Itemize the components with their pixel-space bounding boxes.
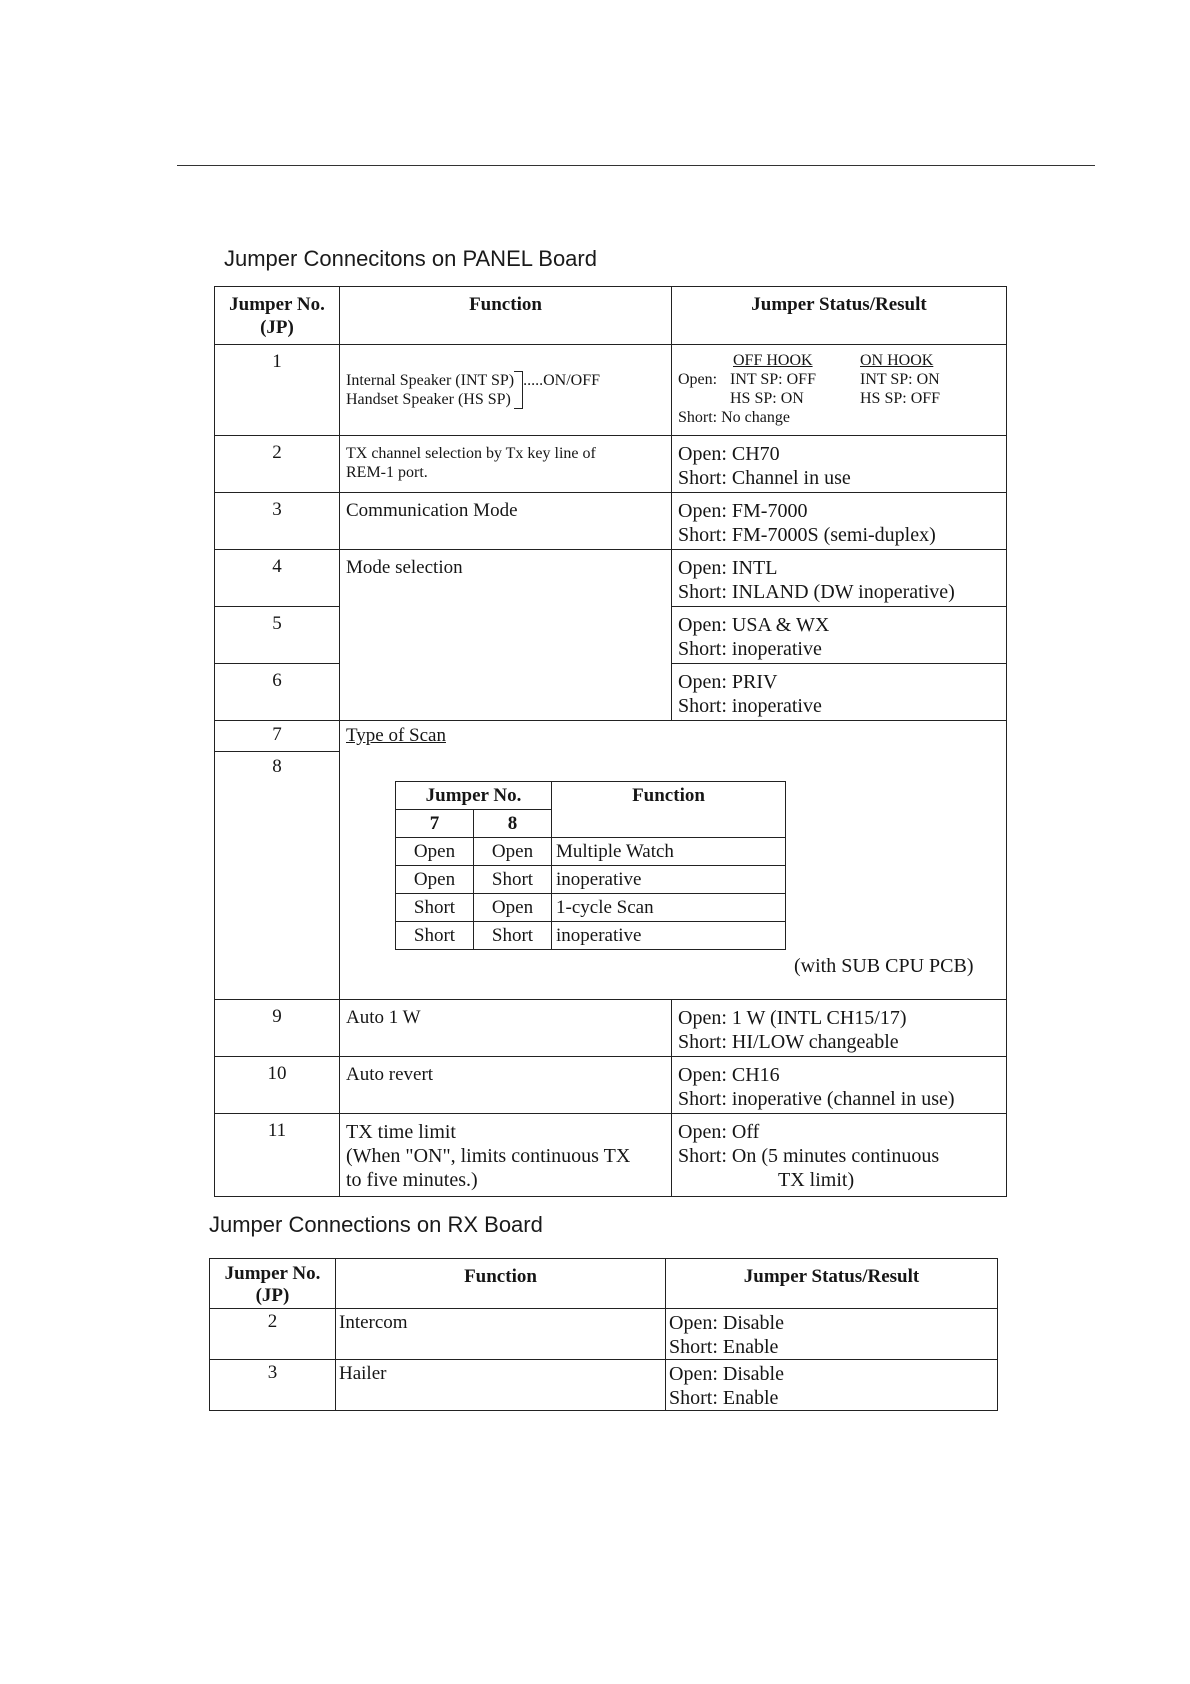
function-cell: Mode selection — [340, 550, 672, 721]
jumper-number: 9 — [215, 1000, 340, 1057]
function-cell: Auto revert — [340, 1057, 672, 1114]
table-row: Short Short inoperative — [396, 922, 786, 950]
sub-cpu-note: (with SUB CPU PCB) — [794, 955, 974, 977]
scan-header-row — [396, 782, 786, 810]
status-cell: Open: Disable Short: Enable — [666, 1360, 998, 1411]
scan-col-7: 7 — [396, 810, 474, 838]
jumper-number: 1 — [215, 345, 340, 436]
panel-jumper-table — [214, 286, 1007, 1197]
table-row — [210, 1309, 998, 1360]
status-cell: Open: 1 W (INTL CH15/17) Short: HI/LOW changeable — [672, 1000, 1007, 1057]
table-row: Open Open Multiple Watch — [396, 838, 786, 866]
status-cell: Open: FM-7000 Short: FM-7000S (semi-duplex) — [672, 493, 1007, 550]
top-rule — [177, 165, 1095, 166]
table-row — [215, 436, 1007, 493]
table-row — [215, 345, 1007, 436]
table-row — [215, 1000, 1007, 1057]
table-row — [210, 1360, 998, 1411]
table-row — [215, 1057, 1007, 1114]
status-header: Jumper Status/Result — [666, 1259, 998, 1309]
jumper-number: 7 — [215, 721, 340, 752]
brace-mark — [514, 371, 523, 409]
status-cell: Open: PRIV Short: inoperative — [672, 664, 1007, 721]
scan-type-label: Type of Scan — [346, 725, 446, 746]
status-cell: Open: USA & WX Short: inoperative — [672, 607, 1007, 664]
scan-type-table — [395, 781, 786, 950]
jumper-number: 11 — [215, 1114, 340, 1197]
function-cell: TX time limit (When "ON", limits continuous TX to five minutes.) — [340, 1114, 672, 1197]
scan-function-header: Function — [552, 782, 786, 838]
jumper-number: 6 — [215, 664, 340, 721]
status-cell: Open: CH70 Short: Channel in use — [672, 436, 1007, 493]
function-cell: Auto 1 W — [340, 1000, 672, 1057]
table-row: Short Open 1-cycle Scan — [396, 894, 786, 922]
jumper-number: 5 — [215, 607, 340, 664]
function-cell: Communication Mode — [340, 493, 672, 550]
jumper-number: 4 — [215, 550, 340, 607]
function-cell: Hailer — [336, 1360, 666, 1411]
jumper-number: 3 — [210, 1360, 336, 1411]
table-row — [215, 721, 1007, 752]
scan-col-8: 8 — [474, 810, 552, 838]
function-header: Function — [340, 287, 672, 345]
table-row: Open Short inoperative — [396, 866, 786, 894]
jumper-number: 3 — [215, 493, 340, 550]
jumper-no-header: Jumper No. (JP) — [215, 287, 340, 345]
table-row — [215, 1114, 1007, 1197]
status-cell: OFF HOOK ON HOOK Open: INT SP: OFF INT SP: ON HS SP: ON HS SP: OFF Short: No change — [672, 345, 1007, 436]
jumper-number: 10 — [215, 1057, 340, 1114]
table-row — [215, 550, 1007, 607]
status-header: Jumper Status/Result — [672, 287, 1007, 345]
status-cell: Open: Off Short: On (5 minutes continuous TX limit) — [672, 1114, 1007, 1197]
panel-board-title: Jumper Connecitons on PANEL Board — [224, 246, 597, 271]
function-cell: TX channel selection by Tx key line of REM-1 port. — [340, 436, 672, 493]
function-cell: Intercom — [336, 1309, 666, 1360]
scan-jumper-header: Jumper No. — [396, 782, 552, 810]
jumper-number: 2 — [210, 1309, 336, 1360]
jumper-number: 8 — [215, 752, 340, 1000]
table-row — [215, 493, 1007, 550]
table-header-row — [215, 287, 1007, 345]
status-cell: Open: INTL Short: INLAND (DW inoperative) — [672, 550, 1007, 607]
function-header: Function — [336, 1259, 666, 1309]
status-cell: Open: Disable Short: Enable — [666, 1309, 998, 1360]
jumper-no-header: Jumper No. (JP) — [210, 1259, 336, 1309]
status-cell: Open: CH16 Short: inoperative (channel in use) — [672, 1057, 1007, 1114]
jumper-number: 2 — [215, 436, 340, 493]
table-header-row — [210, 1259, 998, 1309]
rx-jumper-table — [209, 1258, 998, 1411]
function-cell: Internal Speaker (INT SP) Handset Speaker (HS SP) .....ON/OFF — [340, 345, 672, 436]
rx-board-title: Jumper Connections on RX Board — [209, 1212, 543, 1237]
